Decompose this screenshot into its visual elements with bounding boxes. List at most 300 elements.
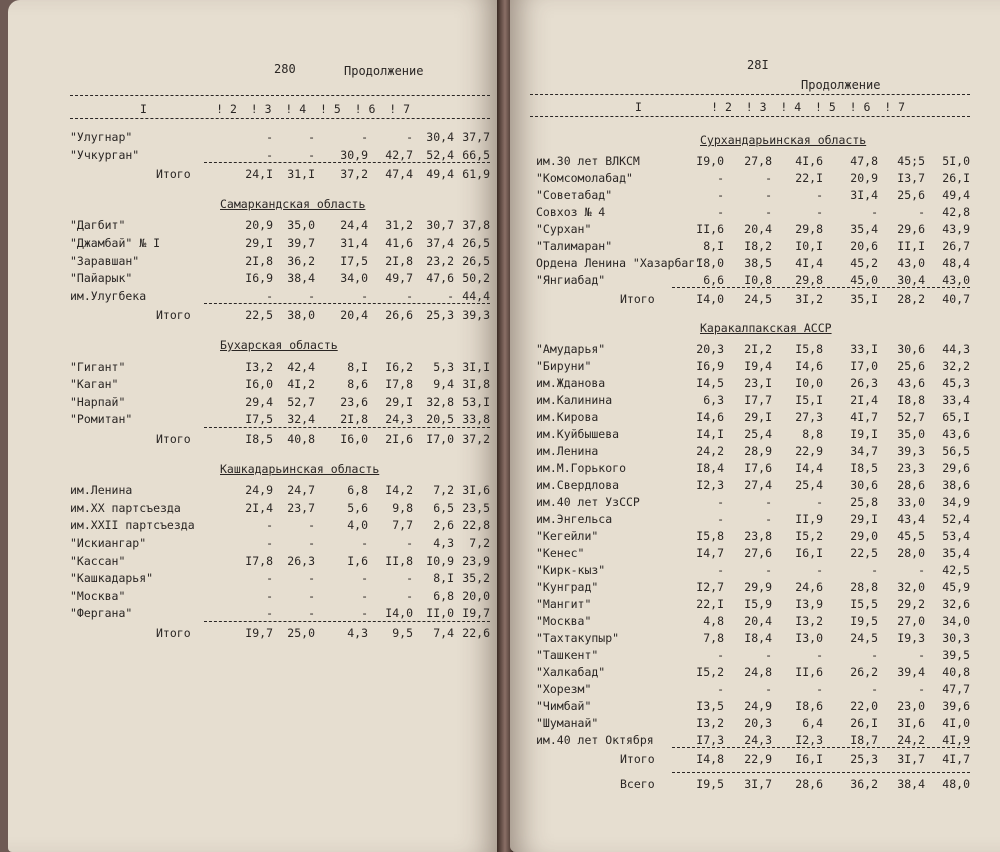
cell-col4: -: [816, 682, 823, 696]
cell-col2: I6,9: [696, 359, 724, 373]
cell-col4: I5,I: [795, 393, 823, 407]
cell-col2: I3,2: [245, 359, 273, 374]
cell-col5: 24,3: [385, 412, 413, 427]
cell-col6: II,I: [897, 239, 925, 253]
header-rule-top: [530, 94, 970, 95]
cell-col7: 65,I: [942, 410, 970, 424]
cell-col3: 32,4: [287, 412, 315, 427]
row-name: им.М.Горького: [536, 461, 627, 475]
cell-col7: 3I,6: [462, 483, 490, 498]
cell-col7: 40,7: [942, 292, 970, 306]
cell-col3: 38,5: [744, 256, 772, 270]
cell-col2: -: [717, 563, 724, 577]
cell-col2: -: [717, 512, 724, 526]
cell-col3: 42,4: [287, 359, 315, 374]
cell-col3: -: [308, 147, 315, 162]
cell-col2: I7,8: [245, 553, 273, 568]
cell-col6: 32,8: [426, 394, 454, 409]
cell-col2: 22,I: [696, 597, 724, 611]
cell-col3: 36,2: [287, 253, 315, 268]
cell-col2: I8,5: [245, 432, 273, 446]
cell-col3: 24,8: [744, 665, 772, 679]
cell-col7: 42,8: [942, 205, 970, 219]
cell-col5: II,8: [385, 553, 413, 568]
cell-col7: 34,0: [942, 614, 970, 628]
cell-col4: I2,3: [795, 733, 823, 747]
cell-col4: 22,9: [795, 444, 823, 458]
cell-col2: I9,0: [696, 154, 724, 168]
cell-col6: 28,2: [897, 292, 925, 306]
cell-col4: II,9: [795, 512, 823, 526]
cell-col4: 28,6: [795, 777, 823, 791]
cell-col7: 26,5: [462, 236, 490, 250]
cell-col2: I8,4: [696, 461, 724, 475]
cell-col4: -: [361, 606, 368, 621]
row-name: "Тахтакупыр": [536, 631, 620, 645]
row-name: им.Улугбека: [70, 288, 147, 303]
cell-col2: -: [717, 171, 724, 185]
cell-col7: 32,2: [942, 359, 970, 373]
cell-col5: 2I,4: [850, 393, 878, 407]
cell-col5: 45,0: [850, 273, 878, 287]
page-number: 280: [274, 62, 296, 76]
row-name: им.Куйбышева: [536, 427, 620, 441]
cell-col5: 26,6: [385, 308, 413, 323]
cell-col3: 20,4: [744, 222, 772, 236]
cell-col6: 6,8: [433, 588, 454, 603]
cell-col5: -: [871, 205, 878, 219]
cell-col7: 48,0: [942, 777, 970, 791]
row-name: "Кирк-кыз": [536, 563, 606, 577]
cell-col3: I8,2: [744, 239, 772, 253]
cell-col3: 52,7: [287, 394, 315, 409]
cell-col5: 24,5: [850, 631, 878, 645]
cell-col7: 5I,0: [942, 154, 970, 168]
cell-col2: I2,3: [696, 478, 724, 492]
cell-col5: I5,5: [850, 597, 878, 611]
cell-col6: 8,I: [433, 571, 454, 586]
row-name: им.Жданова: [536, 376, 606, 390]
cell-col4: I5,2: [795, 529, 823, 543]
cell-col6: 45,5: [897, 529, 925, 543]
cell-col6: 2,6: [433, 518, 454, 533]
subtotal-rule: [672, 747, 970, 748]
cell-col7: 43,0: [942, 273, 970, 287]
cell-col6: 25,6: [897, 359, 925, 373]
cell-col4: 8,I: [347, 359, 368, 374]
row-name: Ордена Ленина "Хазарбаг": [536, 256, 703, 270]
cell-col6: 23,3: [897, 461, 925, 475]
cell-col5: 9,8: [392, 500, 413, 515]
cell-col6: I9,3: [897, 631, 925, 645]
cell-col4: 6,8: [347, 483, 368, 498]
cell-col5: -: [871, 563, 878, 577]
cell-col3: I7,7: [744, 393, 772, 407]
cell-col2: I9,5: [696, 777, 724, 791]
cell-col6: -: [447, 288, 454, 303]
cell-col2: -: [266, 606, 273, 621]
cell-col6: 35,0: [897, 427, 925, 441]
cell-col5: 25,3: [850, 752, 878, 766]
cell-col7: 34,9: [942, 495, 970, 509]
cell-col4: -: [361, 588, 368, 603]
cell-col7: 26,I: [942, 171, 970, 185]
cell-col4: 4,0: [347, 518, 368, 533]
cell-col4: -: [816, 563, 823, 577]
cell-col4: I6,0: [340, 432, 368, 446]
cell-col5: 34,7: [850, 444, 878, 458]
cell-col4: I0,I: [795, 239, 823, 253]
cell-col2: 2I,4: [245, 500, 273, 515]
cell-col4: -: [361, 130, 368, 144]
cell-col7: 30,3: [942, 631, 970, 645]
column-header: I ! 2 ! 3 ! 4 ! 5 ! 6 ! 7: [635, 100, 906, 114]
cell-col3: 29,9: [744, 580, 772, 594]
cell-col6: II,0: [426, 606, 454, 621]
cell-col6: 27,0: [897, 614, 925, 628]
row-name: им.30 лет ВЛКСМ: [536, 154, 640, 168]
cell-col4: I3,0: [795, 631, 823, 645]
row-name: "Учкурган": [70, 147, 140, 162]
header-rule-top: [70, 95, 490, 96]
row-name: им.XX партсъезда: [70, 500, 181, 515]
cell-col5: I4,2: [385, 483, 413, 498]
row-name: "Мангит": [536, 597, 592, 611]
column-header: I ! 2 ! 3 ! 4 ! 5 ! 6 ! 7: [140, 102, 411, 116]
cell-col3: 20,4: [744, 614, 772, 628]
cell-col2: II,6: [696, 222, 724, 236]
cell-col2: -: [717, 188, 724, 202]
cell-col2: 20,9: [245, 218, 273, 233]
cell-col3: 23,I: [744, 376, 772, 390]
total-label: Всего: [620, 777, 655, 791]
cell-col2: I4,I: [696, 427, 724, 441]
cell-col6: 39,3: [897, 444, 925, 458]
page-heading: Продолжение: [801, 78, 881, 92]
row-name: "Дагбит": [70, 218, 126, 233]
cell-col6: 52,4: [426, 147, 454, 162]
cell-col7: 49,4: [942, 188, 970, 202]
cell-col4: 27,3: [795, 410, 823, 424]
row-name: "Талимаран": [536, 239, 613, 253]
right-page: [510, 0, 1000, 852]
cell-col4: 5,6: [347, 500, 368, 515]
cell-col6: I8,8: [897, 393, 925, 407]
page-number: 28I: [747, 58, 769, 72]
cell-col2: -: [266, 518, 273, 533]
cell-col7: 33,4: [942, 393, 970, 407]
cell-col7: 3I,8: [462, 377, 490, 392]
cell-col6: I0,9: [426, 553, 454, 568]
cell-col3: -: [308, 288, 315, 303]
cell-col7: 39,5: [942, 648, 970, 662]
cell-col6: 28,0: [897, 546, 925, 560]
cell-col3: 23,7: [287, 500, 315, 515]
cell-col5: 3I,4: [850, 188, 878, 202]
cell-col7: 32,6: [942, 597, 970, 611]
row-name: "Бируни": [536, 359, 592, 373]
row-name: им.Ленина: [70, 483, 133, 498]
cell-col7: I9,7: [462, 606, 490, 621]
cell-col3: 38,0: [287, 308, 315, 323]
cell-col4: 4I,4: [795, 256, 823, 270]
cell-col6: 29,6: [897, 222, 925, 236]
cell-col4: 23,6: [340, 394, 368, 409]
cell-col5: 29,0: [850, 529, 878, 543]
cell-col4: -: [361, 571, 368, 586]
cell-col4: -: [816, 205, 823, 219]
cell-col2: I3,2: [696, 716, 724, 730]
cell-col4: 25,4: [795, 478, 823, 492]
cell-col7: 26,7: [942, 239, 970, 253]
cell-col4: II,6: [795, 665, 823, 679]
cell-col5: I9,5: [850, 614, 878, 628]
cell-col7: 4I,7: [942, 752, 970, 766]
cell-col5: 33,I: [850, 342, 878, 356]
cell-col7: 38,6: [942, 478, 970, 492]
cell-col3: 28,9: [744, 444, 772, 458]
row-name: им.Ленина: [536, 444, 599, 458]
cell-col7: 4I,0: [942, 716, 970, 730]
row-name: "Ташкент": [536, 648, 599, 662]
cell-col3: 24,7: [287, 483, 315, 498]
cell-col6: 29,2: [897, 597, 925, 611]
cell-col2: I7,5: [245, 412, 273, 427]
cell-col4: 20,4: [340, 308, 368, 323]
cell-col6: 43,0: [897, 256, 925, 270]
region-heading: Бухарская область: [220, 338, 338, 352]
row-name: "Москва": [536, 614, 592, 628]
cell-col2: 6,6: [703, 273, 724, 287]
row-name: "Кегейли": [536, 529, 599, 543]
page-heading: Продолжение: [344, 64, 424, 78]
cell-col6: -: [918, 563, 925, 577]
cell-col3: 26,3: [287, 553, 315, 568]
cell-col2: 2I,8: [245, 253, 273, 268]
total-label: Итого: [156, 167, 191, 182]
cell-col7: 40,8: [942, 665, 970, 679]
cell-col2: 8,I: [703, 239, 724, 253]
row-name: Совхоз № 4: [536, 205, 606, 219]
row-name: им.40 лет Октября: [536, 733, 654, 747]
cell-col4: 37,2: [340, 167, 368, 182]
subtotal-rule: [204, 621, 490, 622]
cell-col6: 25,6: [897, 188, 925, 202]
cell-col7: 44,4: [462, 288, 490, 303]
row-name: "Пайарык": [70, 271, 133, 286]
cell-col2: I4,0: [696, 292, 724, 306]
cell-col4: 2I,8: [340, 412, 368, 427]
cell-col6: 23,0: [897, 699, 925, 713]
cell-col2: I3,5: [696, 699, 724, 713]
cell-col5: 26,2: [850, 665, 878, 679]
cell-col5: 41,6: [385, 236, 413, 250]
cell-col6: 39,4: [897, 665, 925, 679]
cell-col4: I7,5: [340, 253, 368, 268]
cell-col2: 4,8: [703, 614, 724, 628]
region-heading: Сурхандарьинская область: [700, 133, 867, 147]
cell-col5: I6,2: [385, 359, 413, 374]
cell-col5: -: [406, 536, 413, 550]
cell-col3: -: [765, 648, 772, 662]
cell-col4: 29,8: [795, 222, 823, 236]
cell-col5: 20,6: [850, 239, 878, 253]
row-name: "Кассан": [70, 553, 126, 568]
left-page: [8, 0, 500, 852]
row-name: "Советабад": [536, 188, 613, 202]
cell-col4: I3,9: [795, 597, 823, 611]
cell-col3: -: [308, 536, 315, 550]
cell-col3: 20,3: [744, 716, 772, 730]
cell-col3: 24,9: [744, 699, 772, 713]
cell-col3: -: [308, 571, 315, 586]
cell-col5: 45,2: [850, 256, 878, 270]
cell-col2: I9,7: [245, 626, 273, 640]
cell-col5: -: [406, 288, 413, 303]
cell-col7: 47,7: [942, 682, 970, 696]
cell-col6: -: [918, 682, 925, 696]
row-name: "Кашкадарья": [70, 571, 154, 586]
cell-col2: -: [717, 682, 724, 696]
cell-col3: -: [308, 130, 315, 144]
row-name: "Джамбай" № I: [70, 236, 161, 250]
cell-col6: 30,6: [897, 342, 925, 356]
total-label: Итого: [620, 292, 655, 306]
cell-col2: I6,0: [245, 377, 273, 392]
cell-col6: 30,7: [426, 218, 454, 233]
cell-col2: I4,6: [696, 410, 724, 424]
cell-col3: 35,0: [287, 218, 315, 233]
cell-col4: 22,I: [795, 171, 823, 185]
cell-col6: I7,0: [426, 432, 454, 446]
subtotal-rule: [672, 287, 970, 288]
cell-col6: 30,4: [897, 273, 925, 287]
cell-col2: 29,4: [245, 394, 273, 409]
cell-col5: 31,2: [385, 218, 413, 233]
cell-col4: 31,4: [340, 236, 368, 250]
cell-col2: -: [717, 205, 724, 219]
cell-col7: 66,5: [462, 147, 490, 162]
cell-col6: 6,5: [433, 500, 454, 515]
cell-col7: 39,3: [462, 308, 490, 323]
cell-col7: 39,6: [942, 699, 970, 713]
row-name: им.Энгельса: [536, 512, 613, 526]
cell-col4: 29,8: [795, 273, 823, 287]
cell-col3: I0,8: [744, 273, 772, 287]
cell-col3: 27,6: [744, 546, 772, 560]
cell-col7: 48,4: [942, 256, 970, 270]
row-name: "Улугнар": [70, 130, 133, 144]
cell-col5: I9,I: [850, 427, 878, 441]
row-name: "Сурхан": [536, 222, 592, 236]
subtotal-rule: [204, 427, 490, 428]
cell-col5: 42,7: [385, 147, 413, 162]
row-name: "Чимбай": [536, 699, 592, 713]
cell-col4: 4,3: [347, 626, 368, 640]
cell-col6: 37,4: [426, 236, 454, 250]
cell-col7: 3I,I: [462, 359, 490, 374]
row-name: "Ромитан": [70, 412, 133, 427]
row-name: "Гигант": [70, 359, 126, 374]
cell-col7: 4I,9: [942, 733, 970, 747]
cell-col4: 24,4: [340, 218, 368, 233]
cell-col3: 2I,2: [744, 342, 772, 356]
cell-col2: 6,3: [703, 393, 724, 407]
cell-col4: -: [816, 188, 823, 202]
cell-col4: I4,6: [795, 359, 823, 373]
row-name: "Каган": [70, 377, 119, 392]
region-heading: Самаркандская область: [220, 196, 366, 211]
cell-col5: 20,9: [850, 171, 878, 185]
cell-col7: 37,2: [462, 432, 490, 446]
cell-col4: -: [361, 288, 368, 303]
cell-col4: 34,0: [340, 271, 368, 286]
cell-col2: I6,9: [245, 271, 273, 286]
row-name: "Хорезм": [536, 682, 592, 696]
total-label: Итого: [156, 626, 191, 640]
cell-col5: 2I,6: [385, 432, 413, 446]
cell-col2: 24,2: [696, 444, 724, 458]
cell-col5: 26,I: [850, 716, 878, 730]
cell-col2: -: [717, 495, 724, 509]
cell-col5: -: [871, 682, 878, 696]
cell-col3: -: [308, 606, 315, 621]
cell-col6: 5,3: [433, 359, 454, 374]
cell-col7: 44,3: [942, 342, 970, 356]
cell-col6: 28,6: [897, 478, 925, 492]
row-name: "Комсомолабад": [536, 171, 633, 185]
cell-col3: -: [308, 518, 315, 533]
cell-col5: 30,6: [850, 478, 878, 492]
cell-col7: 7,2: [469, 536, 490, 550]
cell-col6: 7,4: [433, 626, 454, 640]
cell-col5: I7,8: [385, 377, 413, 392]
cell-col7: 43,6: [942, 427, 970, 441]
cell-col5: I8,5: [850, 461, 878, 475]
cell-col6: 4,3: [433, 536, 454, 550]
cell-col4: -: [816, 495, 823, 509]
cell-col6: -: [918, 648, 925, 662]
cell-col4: I6,I: [795, 752, 823, 766]
total-label: Итого: [620, 752, 655, 766]
cell-col7: 35,2: [462, 571, 490, 586]
cell-col5: -: [406, 571, 413, 586]
cell-col5: 2I,8: [385, 253, 413, 268]
row-name: им.Калинина: [536, 393, 613, 407]
cell-col7: 23,5: [462, 500, 490, 515]
cell-col3: 24,5: [744, 292, 772, 306]
cell-col2: I5,8: [696, 529, 724, 543]
cell-col4: I5,8: [795, 342, 823, 356]
cell-col4: 8,8: [802, 427, 823, 441]
cell-col3: -: [765, 171, 772, 185]
cell-col3: 31,I: [287, 167, 315, 182]
cell-col3: -: [765, 682, 772, 696]
cell-col6: 24,2: [897, 733, 925, 747]
cell-col6: 38,4: [897, 777, 925, 791]
cell-col7: 35,4: [942, 546, 970, 560]
cell-col5: 4I,7: [850, 410, 878, 424]
cell-col4: I6,I: [795, 546, 823, 560]
cell-col3: -: [765, 188, 772, 202]
cell-col7: 22,8: [462, 518, 490, 533]
cell-col2: -: [266, 588, 273, 603]
cell-col5: -: [406, 130, 413, 144]
total-label: Итого: [156, 308, 191, 323]
cell-col3: I7,6: [744, 461, 772, 475]
cell-col6: 3I,7: [897, 752, 925, 766]
cell-col6: 9,4: [433, 377, 454, 392]
